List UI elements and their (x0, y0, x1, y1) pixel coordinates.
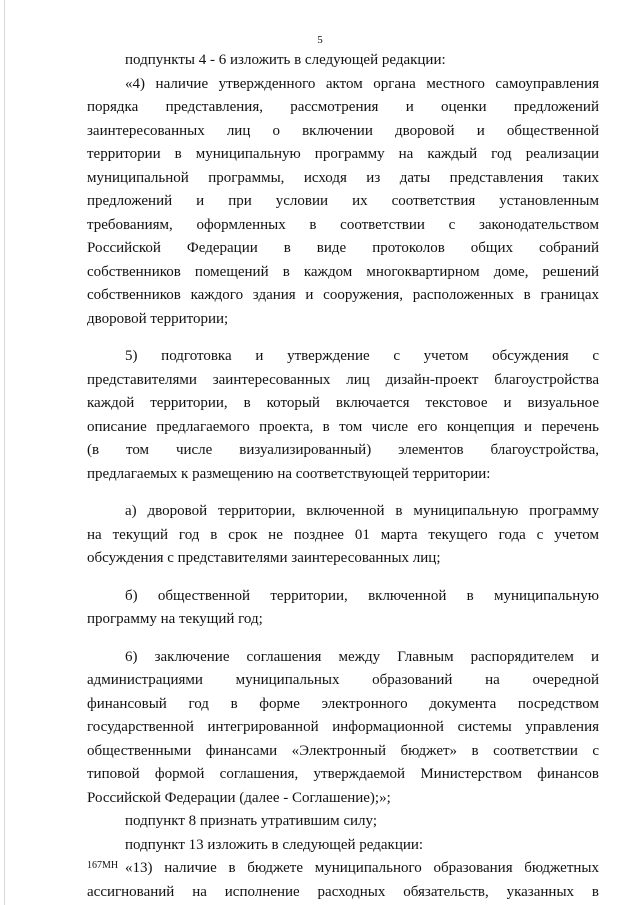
text-line: порядка представления, рассмотрения и оценки предложений (87, 99, 599, 115)
document-body (87, 49, 599, 904)
text-line: предложений и при условии их соответствия установленным (87, 193, 599, 209)
paragraph-gap (87, 486, 599, 500)
text-line: собственников каждого здания и сооружения, расположенных в границах (87, 287, 599, 303)
text-line: заинтересованных лиц о включении дворовой и общественной (87, 122, 599, 139)
text-line: подпункт 8 признать утратившим силу; (125, 813, 377, 829)
text-line: типовой формой соглашения, утверждаемой Министерством финансов (87, 766, 599, 782)
text-line: программу на текущий год; (87, 611, 263, 627)
page-number: 5 (317, 34, 323, 46)
text-line: государственной интегрированной информационной системы управления (87, 719, 599, 735)
text-line: общественными финансами «Электронный бюджет» в соответствии с (87, 742, 599, 759)
text-line: каждой территории, в который включается текстовое и визуальное (87, 395, 599, 411)
text-line: описание предлагаемого проекта, в том числе его концепция и перечень (87, 418, 599, 435)
text-line: б) общественной территории, включенной в муниципальную (125, 587, 599, 604)
text-line: подпункт 13 изложить в следующей редакции: (125, 836, 424, 853)
paragraph-gap (87, 632, 599, 646)
text-line: а) дворовой территории, включенной в муниципальную программу (125, 503, 599, 519)
text-line: представителями заинтересованных лиц дизайн-проект благоустройства (87, 371, 599, 388)
text-line: администрациями муниципальных образований на очередной (87, 672, 599, 688)
text-line: Российской Федерации (далее - Соглашение);»; (87, 789, 391, 806)
text-line: 5) подготовка и утверждение с учетом обсуждения с (125, 348, 599, 364)
text-line: финансовый год в форме электронного документа посредством (87, 695, 599, 712)
text-line: Российской Федерации в виде протоколов общих собраний (87, 240, 599, 256)
paragraph-gap (87, 331, 599, 345)
text-line: «4) наличие утвержденного актом органа местного самоуправления (125, 75, 599, 92)
text-line: «13) наличие в бюджете муниципального образования бюджетных (125, 860, 599, 876)
text-line: дворовой территории; (87, 310, 229, 327)
text-line: обсуждения с представителями заинтересованных лиц; (87, 550, 441, 566)
text-line: подпункты 4 - 6 изложить в следующей редакции: (125, 52, 446, 68)
text-line: ассигнований на исполнение расходных обязательств, указанных в (87, 883, 599, 900)
text-line: собственников помещений в каждом многоквартирном доме, решений (87, 263, 599, 280)
text-line: муниципальной программы, исходя из даты представления таких (87, 169, 599, 186)
paragraph-gap (87, 571, 599, 585)
scan-edge-line (4, 0, 5, 905)
text-line: территории в муниципальную программу на каждый год реализации (87, 146, 599, 162)
text-line: 6) заключение соглашения между Главным распорядителем и (125, 648, 599, 665)
document-code: 167МН (87, 860, 119, 871)
text-line: на текущий год в срок не позднее 01 марта текущего года с учетом (87, 526, 599, 543)
text-line: (в том числе визуализированный) элементов благоустройства, (87, 442, 599, 458)
text-line: требованиям, оформленных в соответствии с законодательством (87, 216, 599, 233)
text-line: предлагаемых к размещению на соответствующей территории: (87, 465, 491, 482)
